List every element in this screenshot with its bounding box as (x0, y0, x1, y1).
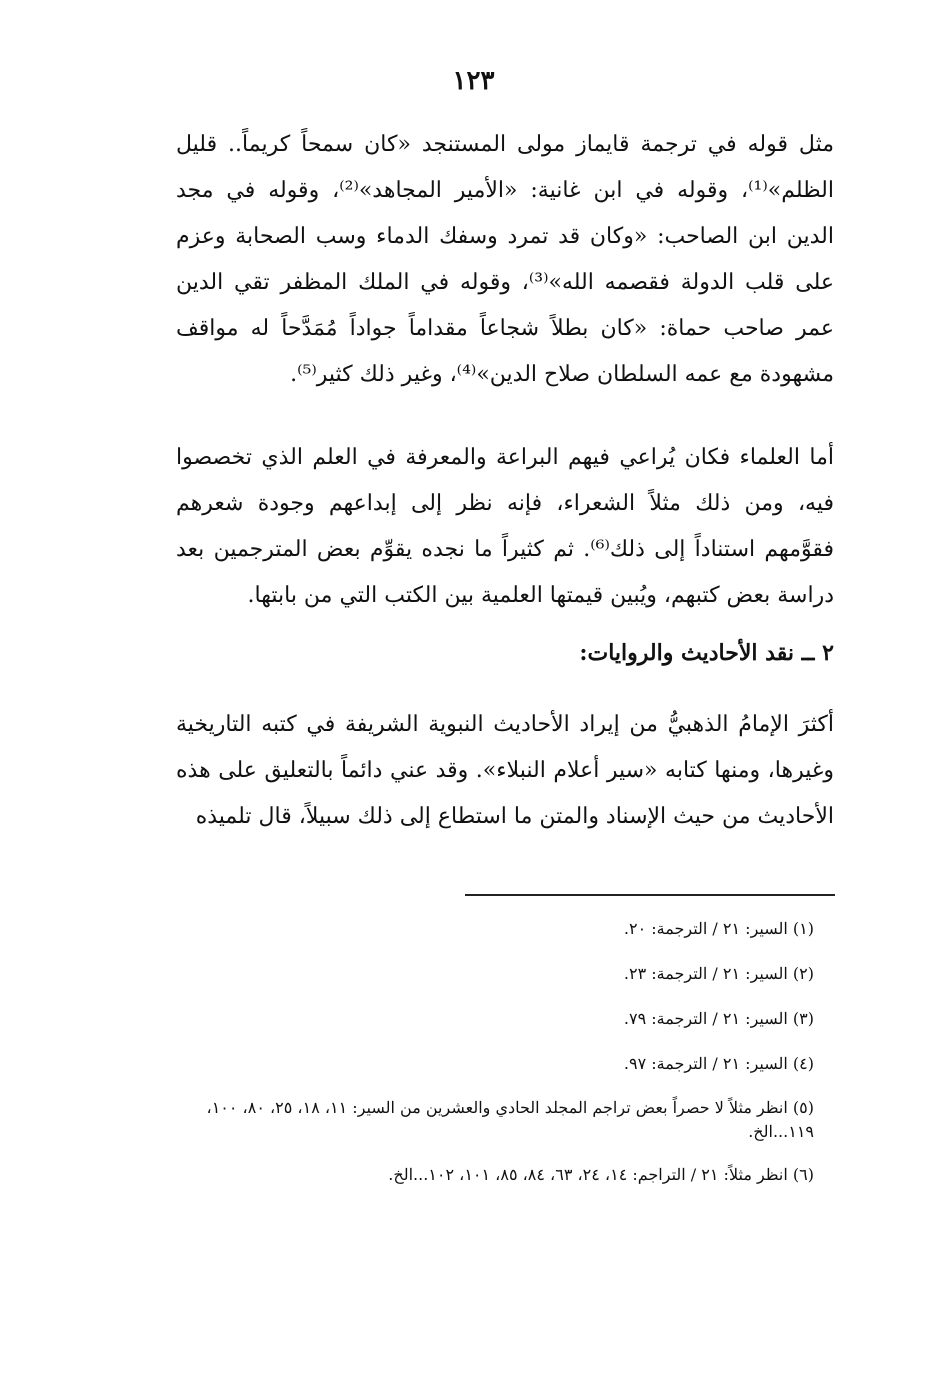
footnote-separator (465, 894, 835, 896)
paragraph-scholars (176, 435, 834, 619)
page-number: ١٢٣ (452, 66, 495, 96)
footnote: (٣) السير: ٢١ / الترجمة: ٧٩. (623, 1009, 814, 1028)
section-heading: ٢ ــ نقد الأحاديث والروايات: (579, 640, 834, 666)
paragraph-text: أما العلماء فكان يُراعي فيهم البراعة والمعرفة في العلم الذي تخصصوا فيه، ومن ذلك مثلاً الشعراء، فإنه نظر إلى إبداعهم وجودة شعرهم فقوَّمهم استناداً إلى ذلك⁽⁶⁾. ثم كثيراً ما نجده يقوِّم بعض المترجمين بعد دراسة بعض كتبهم، ويُبين قيمتها العلمية بين الكتب التي من بابتها. (176, 445, 834, 608)
footnote: (٢) السير: ٢١ / الترجمة: ٢٣. (623, 964, 814, 983)
paragraph-text: أكثرَ الإمامُ الذهبيُّ من إيراد الأحاديث النبوية الشريفة في كتبه التاريخية وغيرها، ومنها كتابه «سير أعلام النبلاء». وقد عني دائماً بالتعليق على هذه الأحاديث من حيث الإسناد والمتن ما استطاع إلى ذلك سبيلاً، قال تلميذه (176, 712, 834, 829)
footnote: (١) السير: ٢١ / الترجمة: ٢٠. (623, 919, 814, 938)
paragraph-text: مثل قوله في ترجمة قايماز مولى المستنجد «كان سمحاً كريماً.. قليل الظلم»⁽¹⁾، وقوله في ابن غانية: «الأمير المجاهد»⁽²⁾، وقوله في مجد الدين ابن الصاحب: «وكان قد تمرد وسفك الدماء وسب الصحابة وعزم على قلب الدولة فقصمه الله»⁽³⁾، وقوله في الملك المظفر تقي الدين عمر صاحب حماة: «كان بطلاً شجاعاً مقداماً جواداً مُمَدَّحاً له مواقف مشهودة مع عمه السلطان صلاح الدين»⁽⁴⁾، وغير ذلك كثير⁽⁵⁾. (176, 132, 834, 387)
footnotes (184, 906, 814, 1197)
footnote: (٤) السير: ٢١ / الترجمة: ٩٧. (623, 1054, 814, 1073)
paragraph-praise-examples (176, 122, 834, 398)
footnote: (٦) انظر مثلاً: ٢١ / التراجم: ١٤، ٢٤، ٦٣، ٨٤، ٨٥، ١٠١، ١٠٢...الخ. (388, 1165, 814, 1184)
paragraph-hadith-criticism (176, 702, 834, 840)
footnote: (٥) انظر مثلاً لا حصراً بعض تراجم المجلد الحادي والعشرين من السير: ١١، ١٨، ٢٥، ٨٠، ١٠٠، ١١٩...الخ. (206, 1098, 814, 1141)
